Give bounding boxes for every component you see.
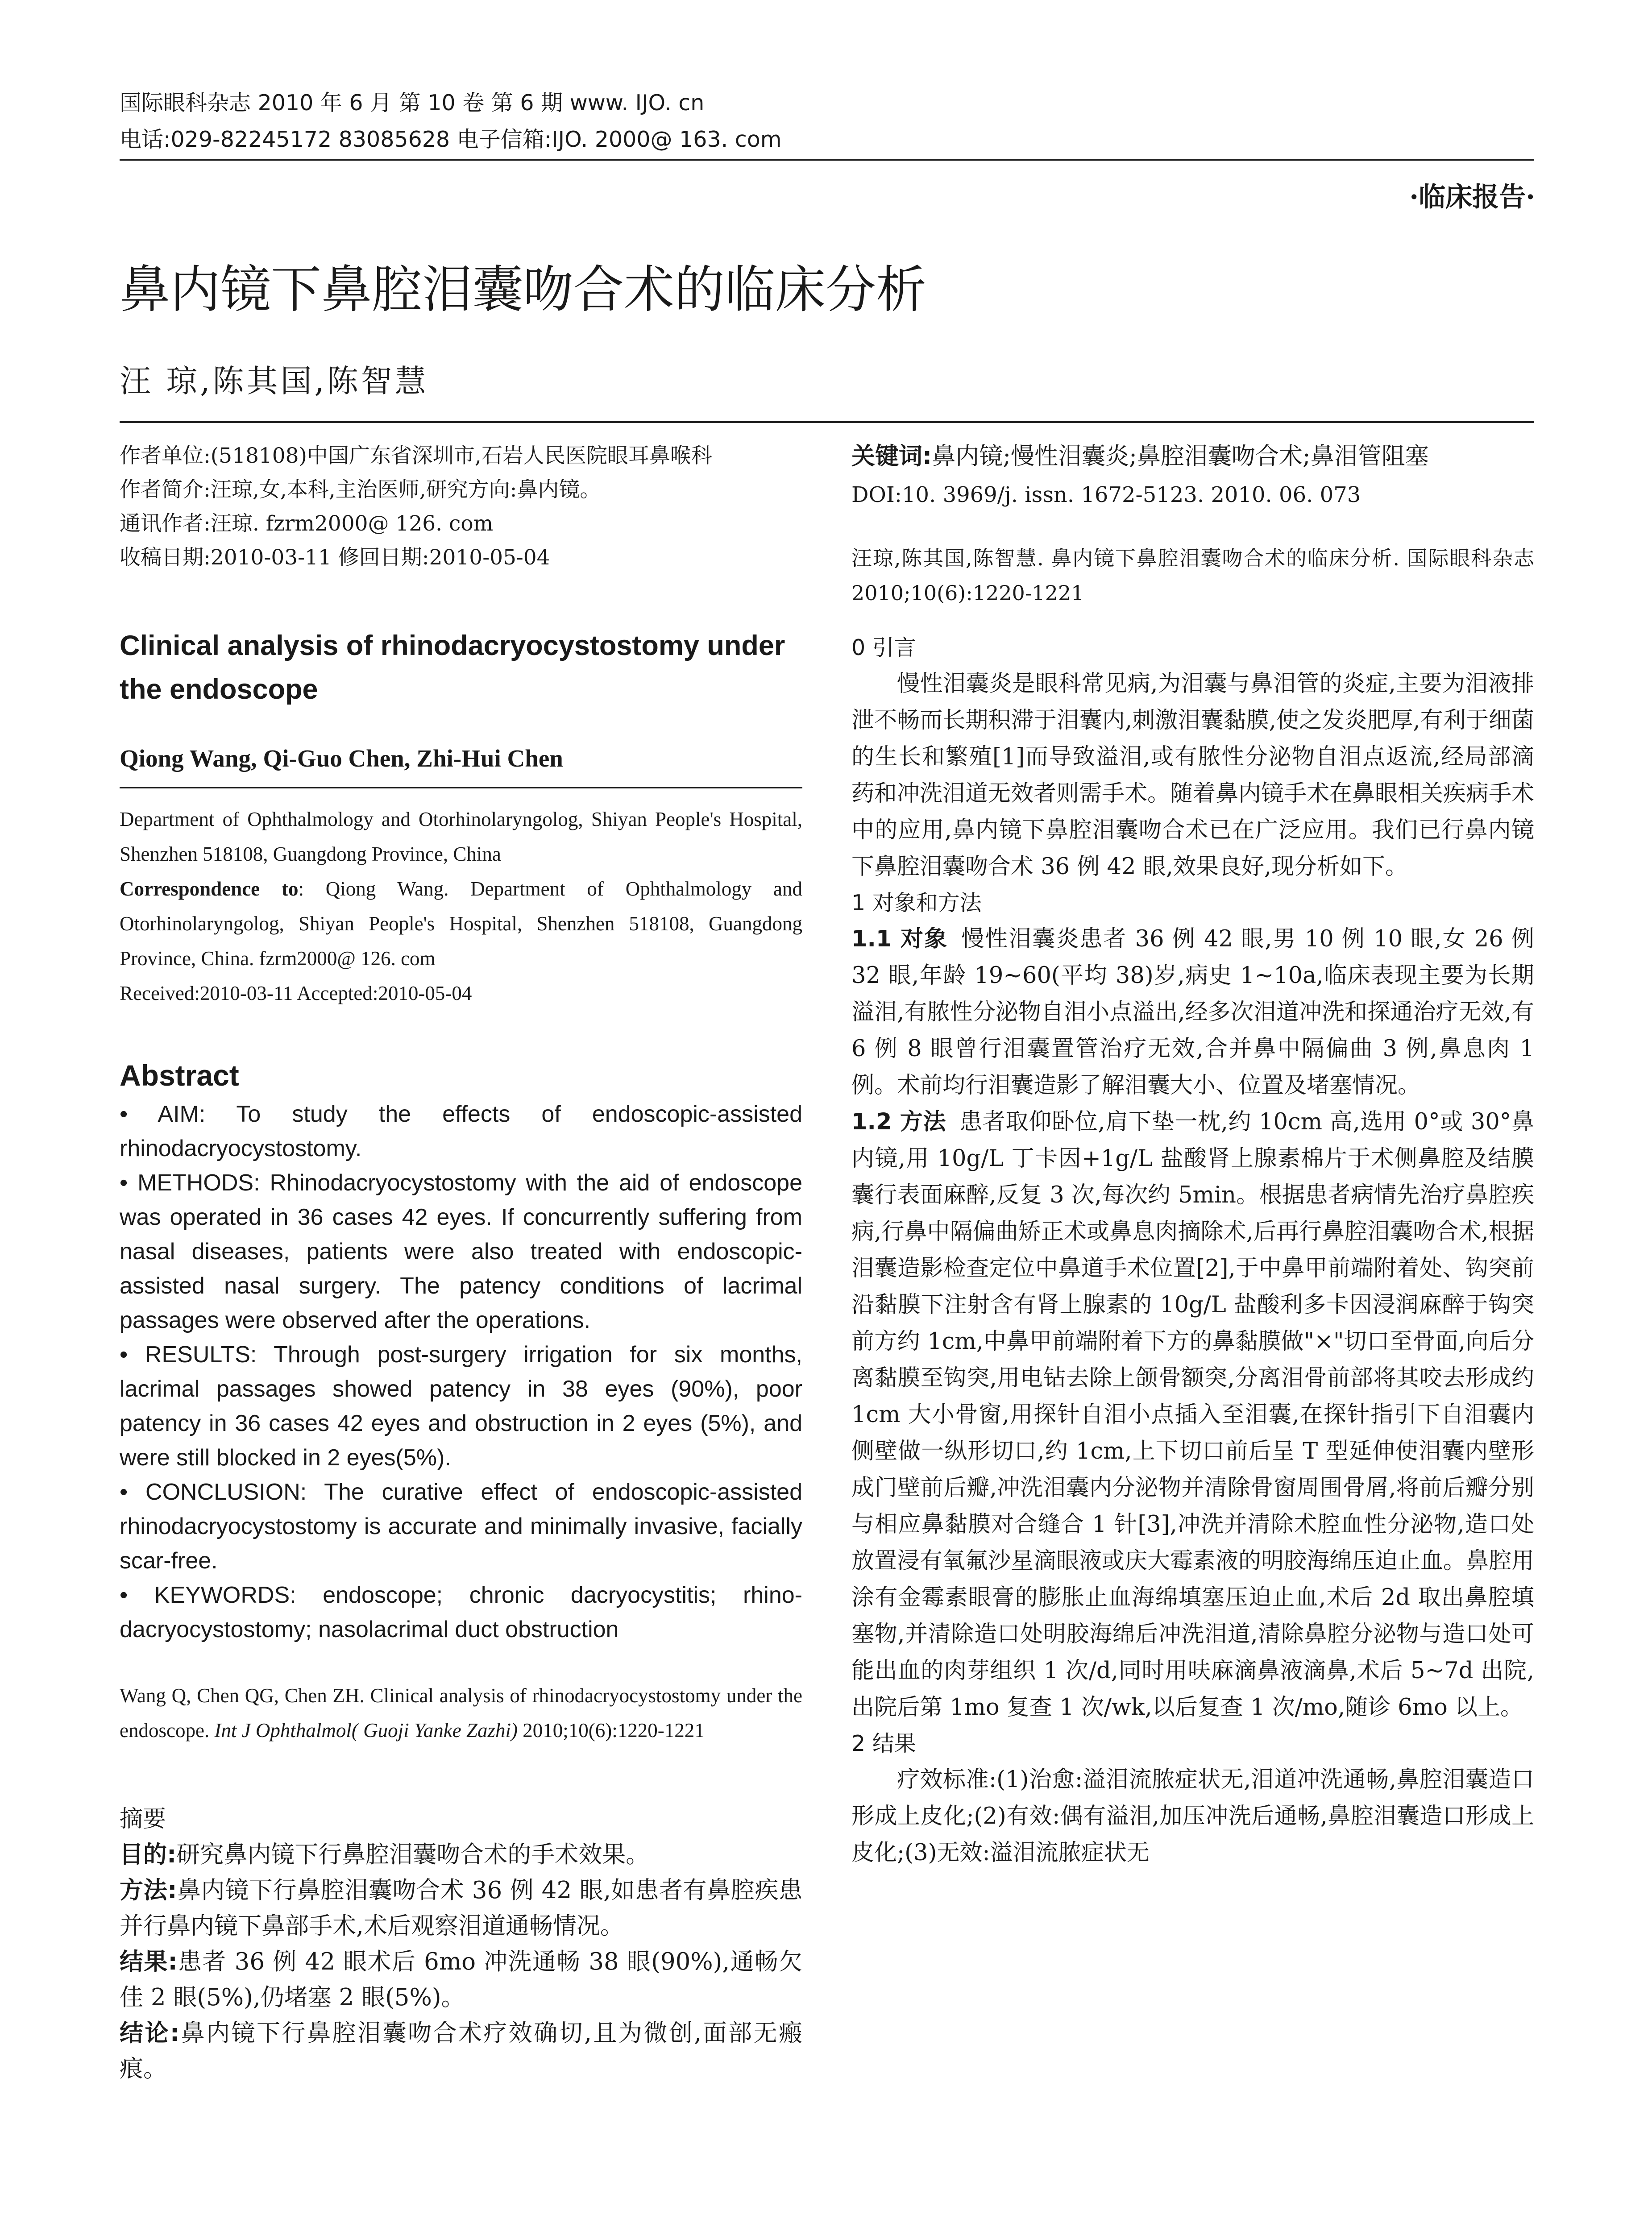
intro-heading: 0 引言 xyxy=(851,635,916,660)
cn-abstract-aim xyxy=(120,1837,802,1873)
english-affiliation: Department of Ophthalmology and Otorhinolaryngolog, Shiyan People's Hospital, Shenzhen 518108, Guangdong Province, China xyxy=(120,808,802,865)
abstract-heading: Abstract xyxy=(120,1059,239,1092)
corresponding-author: 通讯作者:汪琼. fzrm2000@ 126. com xyxy=(120,511,494,536)
section-1-1-text: 慢性泪囊炎患者 36 例 42 眼,男 10 例 10 眼,女 26 例 32 眼,年龄 19~60(平均 38)岁,病史 1~10a,临床表现主要为长期溢泪,有脓性分泌物自泪小点溢出,经多次泪道冲洗和探通治疗无效,有 6 例 8 眼曾行泪囊置管治疗无效,合并鼻中隔偏曲 3 例,鼻息肉 1 例。术前均行泪囊造影了解泪囊大小、位置及堵塞情况。 xyxy=(851,926,1534,1099)
cn-abstract-methods xyxy=(120,1873,802,1944)
english-citation xyxy=(120,1678,802,1748)
cn-conclusion-label: 结论: xyxy=(120,2020,180,2047)
cn-abstract-conclusion xyxy=(120,2015,802,2087)
chinese-citation: 汪琼,陈其国,陈智慧. 鼻内镜下鼻腔泪囊吻合术的临床分析. 国际眼科杂志 2010;10(6):1220-1221 xyxy=(851,546,1534,605)
cn-methods-label: 方法: xyxy=(120,1877,177,1904)
cn-results-text: 患者 36 例 42 眼术后 6mo 冲洗通畅 38 眼(90%),通畅欠佳 2 眼(5%),仍堵塞 2 眼(5%)。 xyxy=(120,1948,802,2011)
header-rule xyxy=(120,159,1534,161)
chinese-abstract-heading: 摘要 xyxy=(120,1806,166,1833)
section-1-2-label: 1.2 方法 xyxy=(851,1109,946,1135)
journal-header-line2: 电话:029-82245172 83085628 电子信箱:IJO. 2000@ 163. com xyxy=(120,127,782,152)
author-info xyxy=(120,439,802,575)
abstract-aim: • AIM: To study the effects of endoscopic-assisted rhinodacryocystostomy. xyxy=(120,1101,802,1161)
received-date: 收稿日期:2010-03-11 修回日期:2010-05-04 xyxy=(120,545,550,570)
correspondence-text: : Qiong Wang. Department of Ophthalmology and Otorhinolaryngolog, Shiyan People's Hospital, Shenzhen 518108, Guangdong Province, China. fzrm2000@ 126. com xyxy=(120,878,802,970)
methods-heading: 1 对象和方法 xyxy=(851,890,982,916)
article-title: 鼻内镜下鼻腔泪囊吻合术的临床分析 xyxy=(120,260,926,319)
left-column xyxy=(120,439,802,2087)
journal-header-line1: 国际眼科杂志 2010 年 6 月 第 10 卷 第 6 期 www. IJO. cn xyxy=(120,90,705,116)
correspondence-label: Correspondence to xyxy=(120,878,299,900)
doi: DOI:10. 3969/j. issn. 1672-5123. 2010. 06. 073 xyxy=(851,482,1361,507)
keywords-label: 关键词: xyxy=(851,443,932,470)
english-authors: Qiong Wang, Qi-Guo Chen, Zhi-Hui Chen xyxy=(120,745,563,772)
citation-volume: 2010;10(6):1220-1221 xyxy=(518,1719,705,1742)
cn-conclusion-text: 鼻内镜下行鼻腔泪囊吻合术疗效确切,且为微创,面部无瘢痕。 xyxy=(120,2020,802,2082)
section-1-1 xyxy=(851,921,1534,1104)
chinese-abstract-body xyxy=(120,1837,802,2087)
citation-authors-title: Wang Q, Chen QG, Chen ZH. Clinical analysis of rhinodacryocystostomy under the endoscope. xyxy=(120,1684,802,1742)
citation-journal: Int J Ophthalmol( Guoji Yanke Zazhi) xyxy=(214,1719,518,1742)
keywords-text: 鼻内镜;慢性泪囊炎;鼻腔泪囊吻合术;鼻泪管阻塞 xyxy=(932,443,1429,470)
author-affiliation: 作者单位:(518108)中国广东省深圳市,石岩人民医院眼耳鼻喉科 xyxy=(120,444,712,468)
cn-aim-label: 目的: xyxy=(120,1841,177,1868)
keywords-block xyxy=(851,439,1534,474)
article-authors: 汪 琼,陈其国,陈智慧 xyxy=(120,363,429,399)
abstract-keywords: • KEYWORDS: endoscope; chronic dacryocystitis; rhino-dacryocystostomy; nasolacrimal duct obstruction xyxy=(120,1582,802,1642)
english-received: Received:2010-03-11 Accepted:2010-05-04 xyxy=(120,982,472,1004)
cn-aim-text: 研究鼻内镜下行鼻腔泪囊吻合术的手术效果。 xyxy=(176,1841,650,1868)
chinese-abstract xyxy=(120,1801,802,2087)
cn-abstract-results xyxy=(120,1944,802,2015)
right-column xyxy=(851,439,1534,1871)
english-affiliation-block xyxy=(120,802,802,1011)
author-profile: 作者简介:汪琼,女,本科,主治医师,研究方向:鼻内镜。 xyxy=(120,477,601,502)
section-label: ·临床报告· xyxy=(1409,182,1535,213)
english-authors-rule xyxy=(120,787,802,788)
section-1-2-text: 患者取仰卧位,肩下垫一枕,约 10cm 高,选用 0°或 30°鼻内镜,用 10g/L 丁卡因+1g/L 盐酸肾上腺素棉片于术侧鼻腔及结膜囊行表面麻醉,反复 3 次,每次约 5min。根据患者病情先治疗鼻腔疾病,行鼻中隔偏曲矫正术或鼻息肉摘除术,后再行鼻腔泪囊吻合术,根据泪囊造影检查定位中鼻道手术位置[2],于中鼻甲前端附着处、钩突前沿黏膜下注射含有肾上腺素的 10g/L 盐酸利多卡因浸润麻醉于钩突前方约 1cm,中鼻甲前端附着下方的鼻黏膜做"×"切口至骨面,向后分离黏膜至钩突,用电钻去除上颌骨额突,分离泪骨前部将其咬去形成约 1cm 大小骨窗,用探针自泪小点插入至泪囊,在探针指引下自泪囊内侧壁做一纵形切口,约 1cm,上下切口前后呈 T 型延伸使泪囊内壁形成门壁前后瓣,冲洗泪囊内分泌物并清除骨窗周围骨屑,将前后瓣分别与相应鼻黏膜对合缝合 1 针[3],冲洗并清除术腔血性分泌物,造口处放置浸有氧氟沙星滴眼液或庆大霉素液的明胶海绵压迫止血。鼻腔用涂有金霉素眼膏的膨胀止血海绵填塞压迫止血,术后 2d 取出鼻腔填塞物,并清除造口处明胶海绵后冲洗泪道,清除鼻腔分泌物与造口处可能出血的肉芽组织 1 次/d,同时用呋麻滴鼻液滴鼻,术后 5~7d 出院,出院后第 1mo 复查 1 次/wk,以后复查 1 次/mo,随诊 6mo 以上。 xyxy=(851,1109,1535,1721)
cn-results-label: 结果: xyxy=(120,1948,178,1975)
section-1-1-label: 1.1 对象 xyxy=(851,926,948,952)
abstract-results: • RESULTS: Through post-surgery irrigation for six months, lacrimal passages showed patency in 38 eyes (90%), poor patency in 36 cases 42 eyes and obstruction in 2 eyes (5%), and were still blocked in 2 eyes(5%). xyxy=(120,1342,802,1471)
cn-methods-text: 鼻内镜下行鼻腔泪囊吻合术 36 例 42 眼,如患者有鼻腔疾患并行鼻内镜下鼻部手术,术后观察泪道通畅情况。 xyxy=(120,1877,802,1940)
results-heading: 2 结果 xyxy=(851,1731,916,1756)
english-abstract xyxy=(120,1097,802,1647)
abstract-methods: • METHODS: Rhinodacryocystostomy with the aid of endoscope was operated in 36 cases 42 eyes. If concurrently suffering from nasal diseases, patients were also treated with endoscopic-assisted nasal surgery. The patency conditions of lacrimal passages were observed after the operations. xyxy=(120,1170,802,1333)
title-rule xyxy=(120,421,1534,423)
results-paragraph: 疗效标准:(1)治愈:溢泪流脓症状无,泪道冲洗通畅,鼻腔泪囊造口形成上皮化;(2)有效:偶有溢泪,加压冲洗后通畅,鼻腔泪囊造口形成上皮化;(3)无效:溢泪流脓症状无 xyxy=(851,1767,1534,1866)
section-1-2 xyxy=(851,1104,1534,1726)
english-title: Clinical analysis of rhinodacryocystostomy under the endoscope xyxy=(120,630,785,705)
abstract-conclusion: • CONCLUSION: The curative effect of endoscopic-assisted rhinodacryocystostomy is accurate and minimally invasive, facially scar-free. xyxy=(120,1479,802,1574)
english-correspondence xyxy=(120,871,802,976)
intro-paragraph: 慢性泪囊炎是眼科常见病,为泪囊与鼻泪管的炎症,主要为泪液排泄不畅而长期积滞于泪囊内,刺激泪囊黏膜,使之发炎肥厚,有利于细菌的生长和繁殖[1]而导致溢泪,或有脓性分泌物自泪点返流,经局部滴药和冲洗泪道无效者则需手术。随着鼻内镜手术在鼻眼相关疾病手术中的应用,鼻内镜下鼻腔泪囊吻合术已在广泛应用。我们已行鼻内镜下鼻腔泪囊吻合术 36 例 42 眼,效果良好,现分析如下。 xyxy=(851,671,1535,880)
